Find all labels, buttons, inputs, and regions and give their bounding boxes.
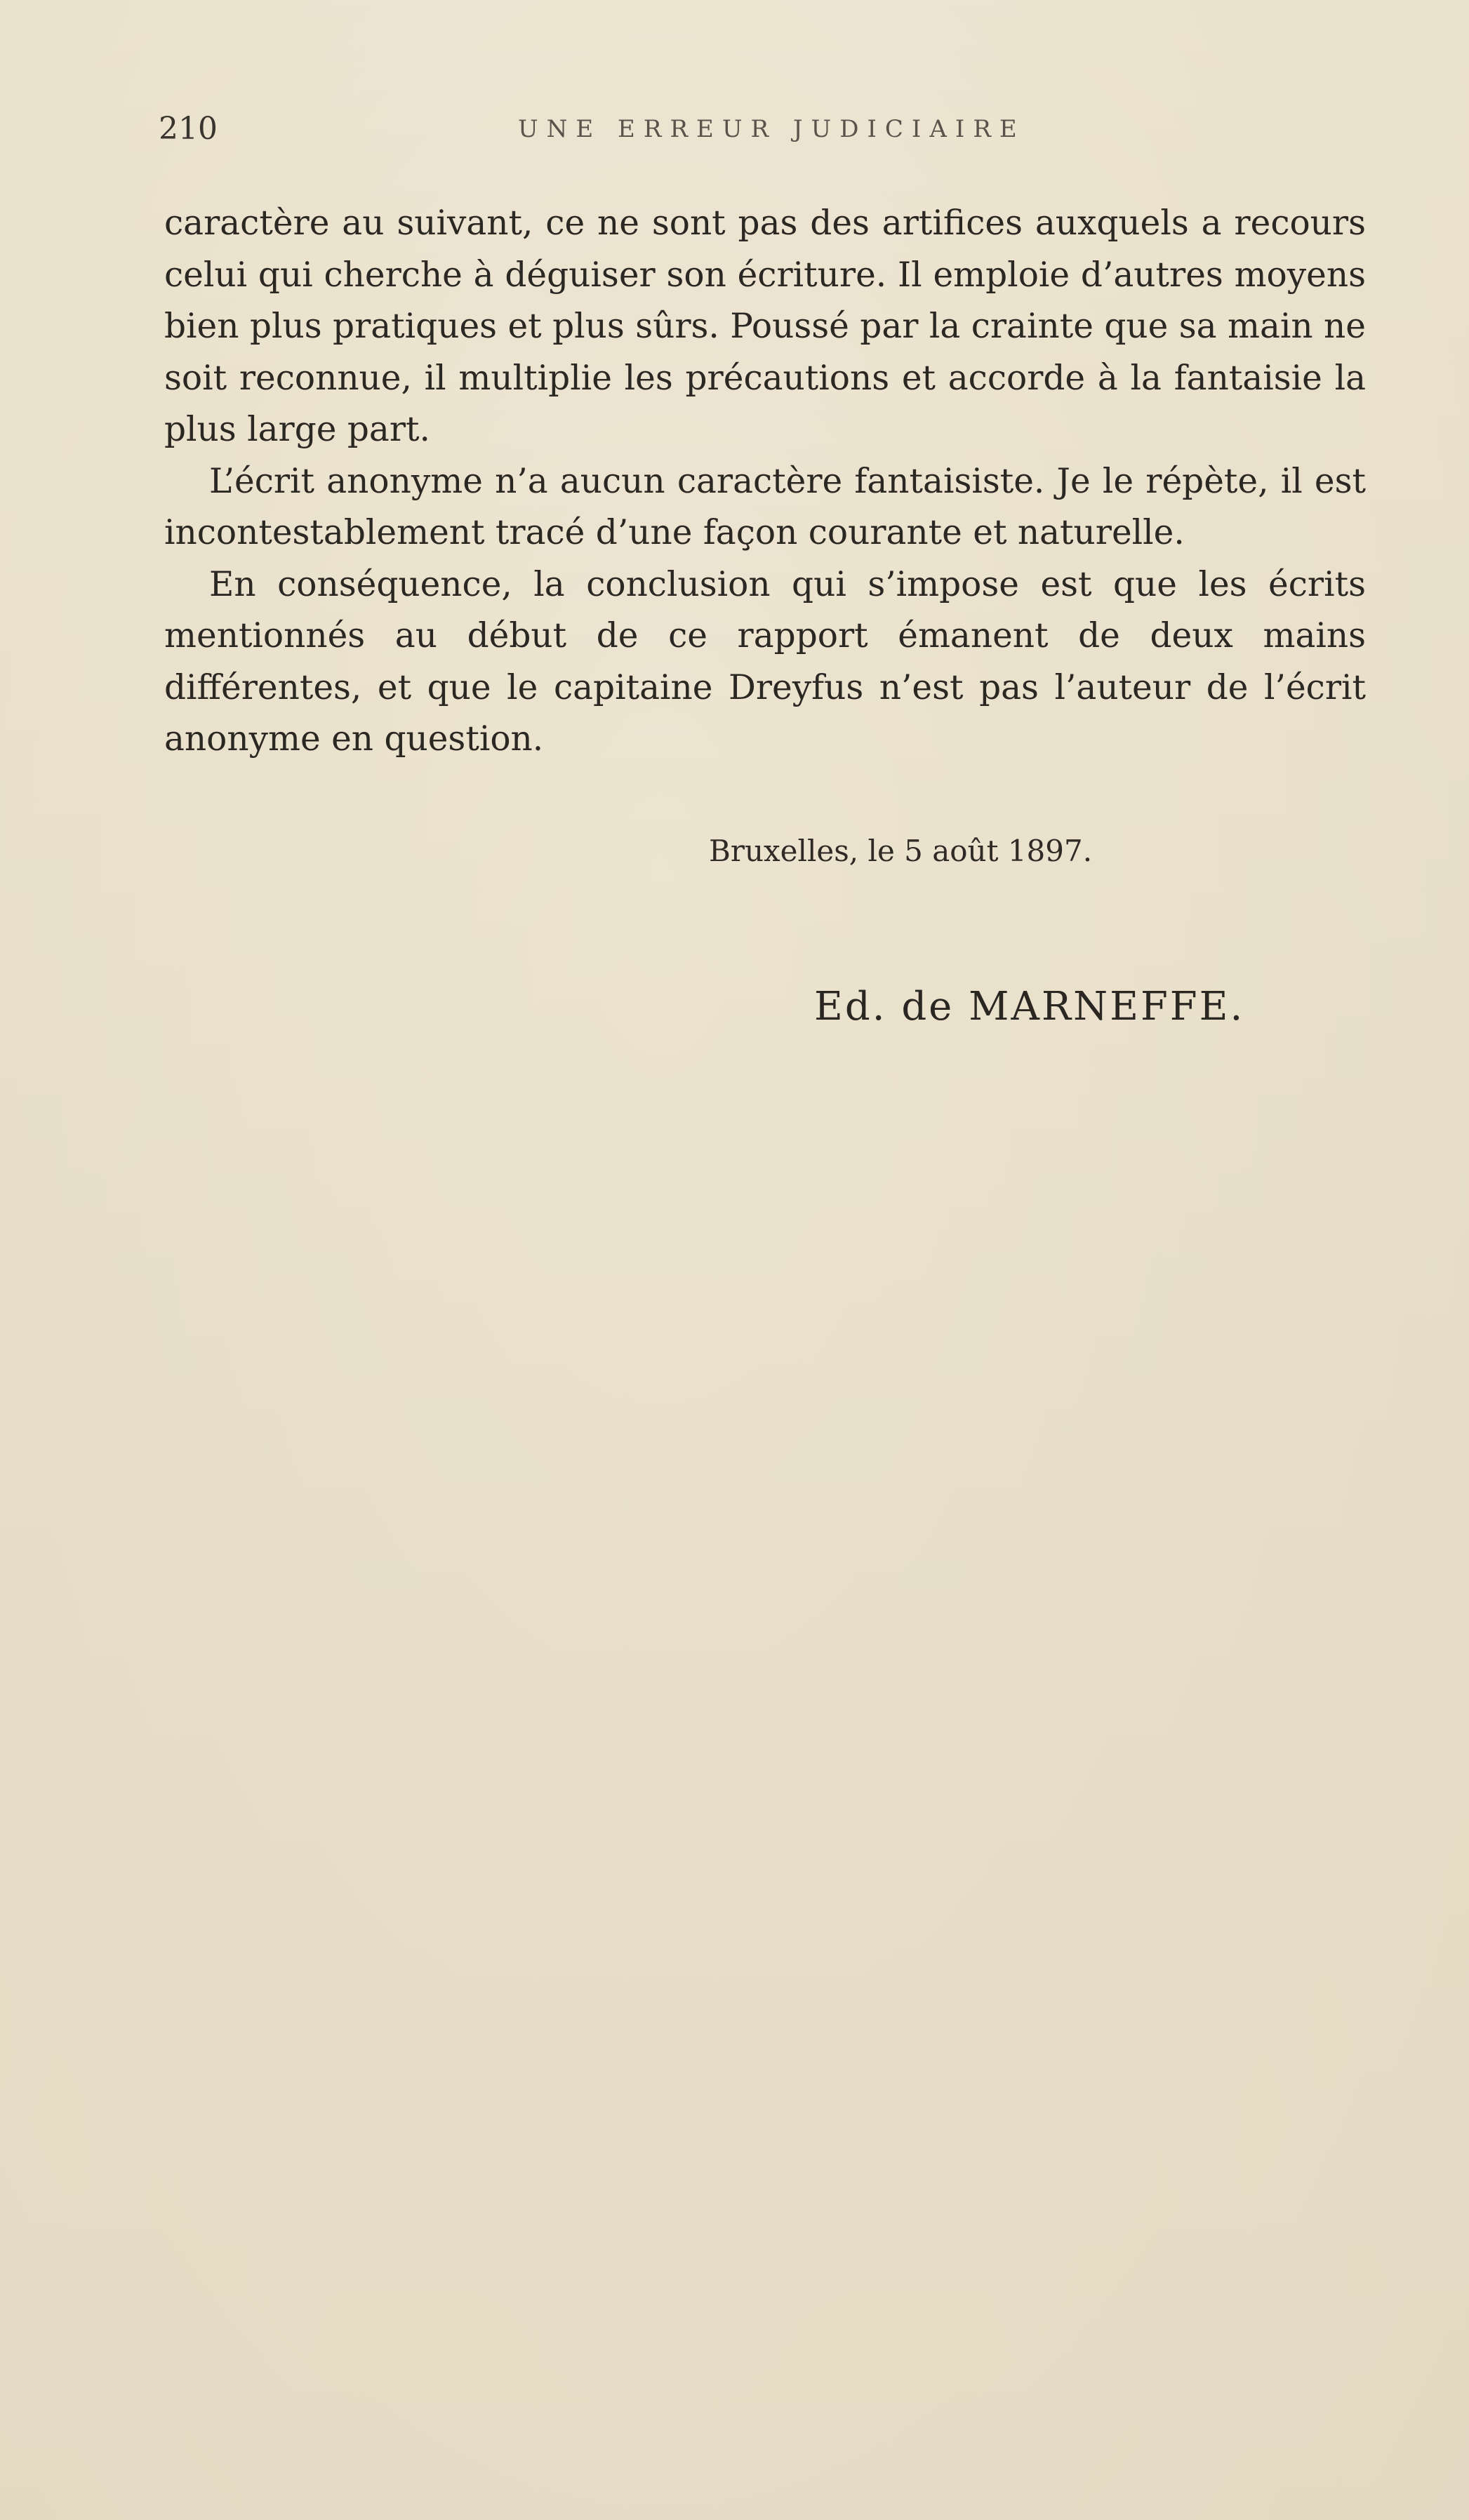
place-and-date: Bruxelles, le 5 août 1897. [709, 834, 1093, 868]
signature: Ed. de MARNEFFE. [814, 984, 1245, 1029]
page-number: 210 [159, 111, 218, 147]
paragraph: L’écrit anonyme n’a aucun caractère fantaisiste. Je le répète, il est incontestablement tracé d’une façon courante et naturelle. [164, 461, 1366, 552]
running-title: UNE ERREUR JUDICIAIRE [518, 115, 1025, 143]
paragraph-continuation: caractère au suivant, ce ne sont pas des artifices auxquels a recours celui qui cherche à déguiser son écriture. Il emploie d’autres moyens bien plus pratiques et plus sûrs. Poussé par la crainte que sa main ne soit reconnue, il multiplie les précautions et accorde à la fantaisie la plus large part. [164, 204, 1366, 449]
paragraph: En conséquence, la conclusion qui s’impose est que les écrits mentionnés au début de ce rapport émanent de deux mains différentes, et que le capitaine Dreyfus n’est pas l’auteur de l’écrit anonyme en question. [164, 564, 1366, 759]
running-head [159, 111, 1338, 153]
body-text [164, 198, 1366, 766]
